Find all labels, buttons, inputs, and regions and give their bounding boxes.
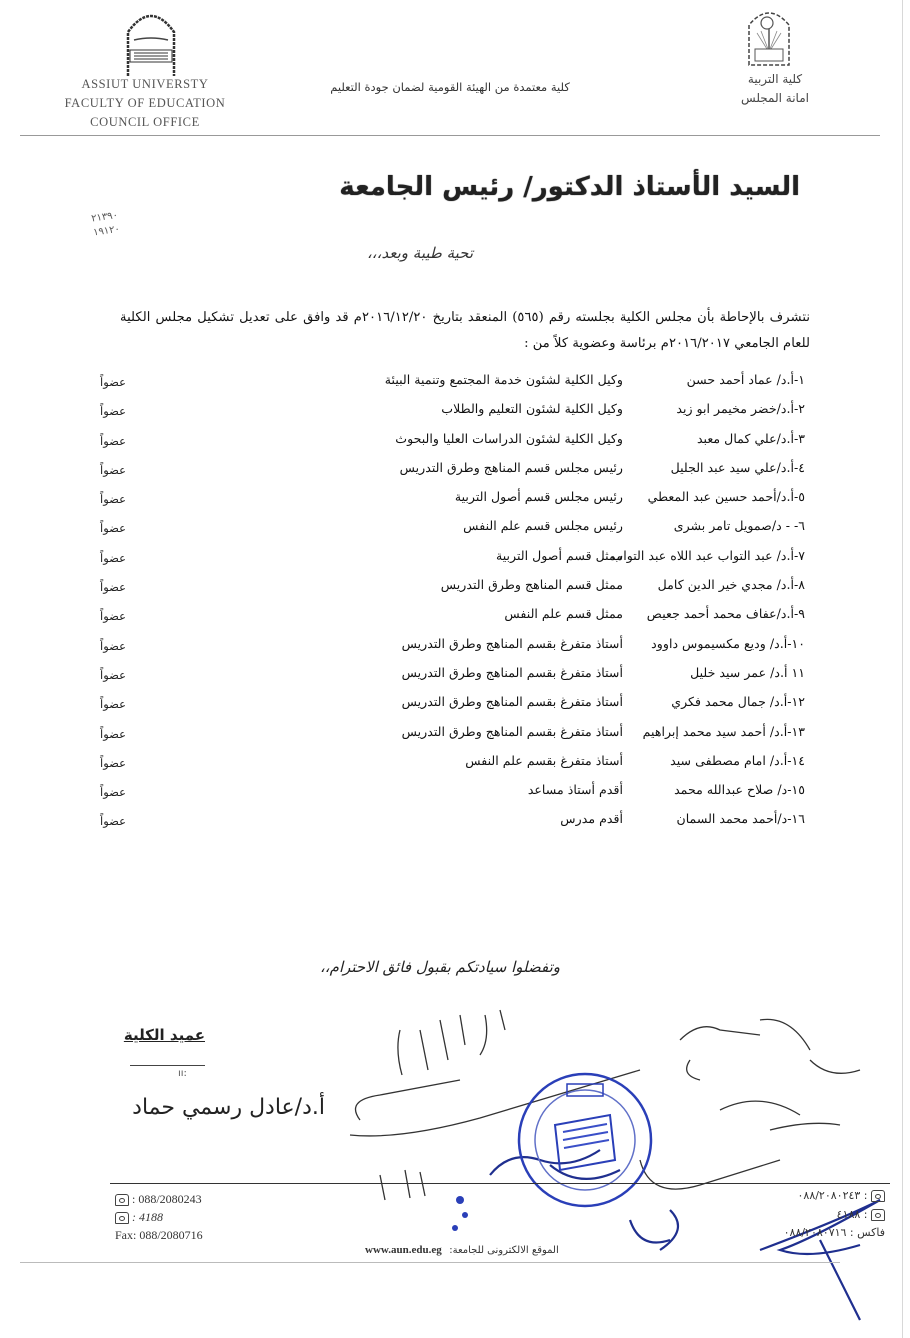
extension-ar: ٤١٨٨ : <box>735 1206 885 1225</box>
member-role: وكيل الكلية لشئون التعليم والطلاب <box>441 401 623 417</box>
member-row <box>95 544 805 573</box>
footer-contact-ar <box>735 1187 885 1243</box>
footer-contact-en <box>115 1190 275 1244</box>
member-role: أستاذ متفرغ بقسم المناهج وطرق التدريس <box>401 664 623 680</box>
member-row <box>95 602 805 631</box>
member-role: أستاذ متفرغ بقسم علم النفس <box>465 752 623 768</box>
member-role: أستاذ متفرغ بقسم المناهج وطرق التدريس <box>401 723 623 739</box>
handwritten-reference-number: ٢١٣٩٠ ١٩١٢٠ <box>90 209 121 239</box>
member-name: ١٠-أ.د/ وديع مكسيموس داوود <box>651 635 805 651</box>
member-status: عضواً <box>100 726 126 741</box>
member-row <box>95 485 805 514</box>
telephone-icon <box>115 1212 129 1224</box>
member-row <box>95 661 805 690</box>
faculty-name-ar: كلية التربية <box>747 72 803 86</box>
telephone-icon <box>115 1194 129 1206</box>
fax-en: Fax: 088/2080716 <box>115 1228 203 1242</box>
member-name: ١٥-د/ صلاح عبدالله محمد <box>674 782 805 798</box>
member-row <box>95 397 805 426</box>
member-name: ٧-أ.د/ عبد التواب عبد اللاه عبد التواب <box>611 547 805 563</box>
recipient-title: السيد الأستاذ الدكتور/ رئيس الجامعة <box>339 172 800 202</box>
greeting: تحية طيبة وبعد،،، <box>366 244 474 262</box>
member-role: أستاذ متفرغ بقسم المناهج وطرق التدريس <box>401 694 623 710</box>
footer-divider-bottom <box>20 1262 840 1263</box>
member-name: ٨-أ.د/ مجدي خير الدين كامل <box>657 577 805 593</box>
member-row <box>95 514 805 543</box>
member-name: ١١ أ.د/ عمر سيد خليل <box>690 664 805 680</box>
scan-edge <box>902 0 903 1338</box>
university-logo <box>745 5 793 67</box>
member-row <box>95 368 805 397</box>
member-name: ١٣-أ.د/ أحمد سيد محمد إبراهيم <box>642 723 805 739</box>
footer-divider-top <box>110 1183 890 1184</box>
website-line <box>365 1243 625 1256</box>
member-name: ٢-أ.د/خضر مخيمر ابو زيد <box>676 401 805 417</box>
official-stamp <box>515 1070 655 1210</box>
member-status: عضواً <box>100 814 126 829</box>
member-role: أستاذ متفرغ بقسم المناهج وطرق التدريس <box>401 635 623 651</box>
member-role: وكيل الكلية لشئون الدراسات العليا والبحوث <box>395 430 623 446</box>
member-row <box>95 720 805 749</box>
university-name-en: ASSIUT UNIVERSTY <box>81 77 209 91</box>
member-name: ٥-أ.د/أحمد حسين عبد المعطي <box>647 489 805 505</box>
office-name-ar: امانة المجلس <box>741 91 809 105</box>
member-name: ٦- - د/صمويل تامر بشرى <box>673 518 805 534</box>
fax-ar: فاكس : ٠٨٨/٢٠٨٠٧١٦ <box>783 1226 885 1239</box>
faculty-name-en: FACULTY OF EDUCATION <box>64 96 226 110</box>
member-row <box>95 749 805 778</box>
member-name: ٤-أ.د/علي سيد عبد الجليل <box>670 459 805 475</box>
signature-mark: ıı: <box>178 1068 187 1079</box>
accreditation-text: كلية معتمدة من الهيئة القومية لضمان جودة التعليم <box>330 80 570 94</box>
dean-name: أ.د/عادل رسمي حماد <box>132 1095 325 1120</box>
member-status: عضواً <box>100 404 126 419</box>
member-name: ١٢-أ.د/ جمال محمد فكري <box>671 694 805 710</box>
member-status: عضواً <box>100 667 126 682</box>
phone-ar: ٠٨٨/٢٠٨٠٢٤٣ : <box>735 1187 885 1206</box>
member-name: ٩-أ.د/عفاف محمد أحمد جعيص <box>646 606 805 622</box>
member-status: عضواً <box>100 433 126 448</box>
member-role: رئيس مجلس قسم المناهج وطرق التدريس <box>399 459 623 475</box>
member-status: عضواً <box>100 521 126 536</box>
office-name-en: COUNCIL OFFICE <box>90 115 200 129</box>
member-status: عضواً <box>100 785 126 800</box>
member-row <box>95 456 805 485</box>
member-role: رئيس مجلس قسم علم النفس <box>463 518 623 534</box>
closing-line: وتفضلوا سيادتكم بقبول فائق الاحترام،، <box>319 958 561 976</box>
signature-line <box>130 1065 205 1066</box>
university-header-en <box>40 75 250 132</box>
member-role: ممثل قسم أصول التربية <box>495 547 623 563</box>
member-status: عضواً <box>100 609 126 624</box>
member-status: عضواً <box>100 462 126 477</box>
member-status: عضواً <box>100 697 126 712</box>
member-status: عضواً <box>100 492 126 507</box>
extension-en: : 4188 <box>115 1208 275 1226</box>
header-divider <box>20 135 880 136</box>
telephone-icon <box>871 1190 885 1202</box>
member-row <box>95 778 805 807</box>
member-role: وكيل الكلية لشئون خدمة المجتمع وتنمية البيئة <box>384 372 623 387</box>
member-name: ٣-أ.د/علي كمال معبد <box>696 430 805 446</box>
telephone-icon <box>871 1209 885 1221</box>
member-row <box>95 807 805 836</box>
member-name: ١٦-د/أحمد محمد السمان <box>676 811 805 827</box>
member-name: ١-أ.د/ عماد أحمد حسن <box>686 372 805 387</box>
member-row <box>95 573 805 602</box>
body-paragraph: نتشرف بالإحاطة بأن مجلس الكلية بجلسته رقم (٥٦٥) المنعقد بتاريخ ٢٠١٦/١٢/٢٠م قد وافق على تعديل تشكيل مجلس الكلية للعام الجامعي ٢٠١٦/٢٠١٧م برئاسة وعضوية كلاً من : <box>120 310 810 351</box>
member-role: ممثل قسم المناهج وطرق التدريس <box>440 577 623 593</box>
member-status: عضواً <box>100 638 126 653</box>
website-label: الموقع الالكترونى للجامعة: <box>449 1245 559 1256</box>
members-list <box>95 368 805 837</box>
phone-en: : 088/2080243 <box>115 1190 275 1208</box>
website-url[interactable]: www.aun.edu.eg <box>365 1244 442 1256</box>
member-name: ١٤-أ.د/ امام مصطفى سيد <box>670 752 805 768</box>
member-role: ممثل قسم علم النفس <box>504 606 623 622</box>
member-status: عضواً <box>100 550 126 565</box>
member-row <box>95 632 805 661</box>
member-role: رئيس مجلس قسم أصول التربية <box>454 489 623 505</box>
faculty-logo <box>120 6 182 78</box>
member-status: عضواً <box>100 755 126 770</box>
member-row <box>95 427 805 456</box>
member-role: أقدم أستاذ مساعد <box>527 782 623 798</box>
member-role: أقدم مدرس <box>560 811 623 827</box>
member-status: عضواً <box>100 375 126 389</box>
member-row <box>95 690 805 719</box>
university-header-ar <box>720 70 830 108</box>
dean-title: عميد الكلية <box>123 1026 205 1044</box>
member-status: عضواً <box>100 580 126 595</box>
